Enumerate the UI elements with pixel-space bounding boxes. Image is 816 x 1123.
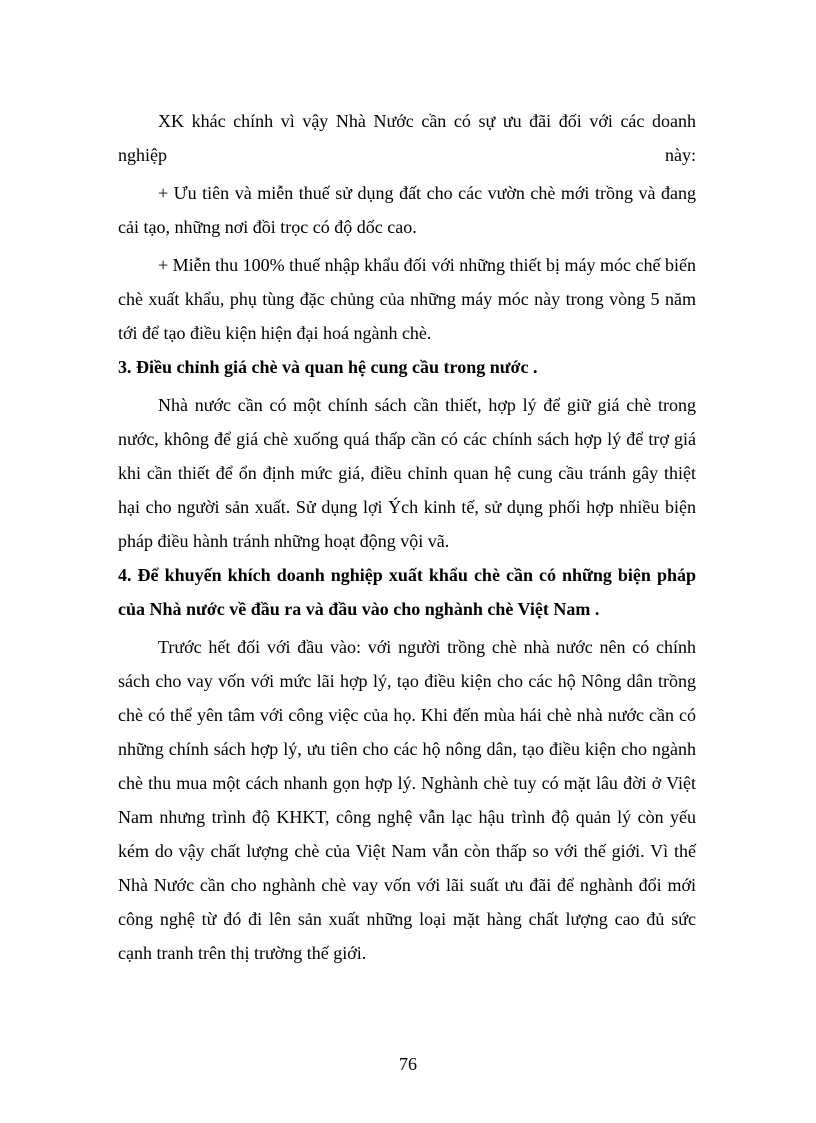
section-heading-3: 3. Điều chỉnh giá chè và quan hệ cung cầu trong nước . bbox=[118, 357, 538, 377]
page-body bbox=[118, 104, 696, 970]
section-heading-4: 4. Để khuyến khích doanh nghiệp xuất khẩu chè cần có những biện pháp của Nhà nước về đầu ra và đầu vào cho nghành chè Việt Nam . bbox=[118, 565, 696, 619]
paragraph-intro: XK khác chính vì vậy Nhà Nước cần có sự ưu đãi đối với các doanh nghiệp này: bbox=[118, 111, 696, 165]
paragraph-bullet-import-tax: + Miễn thu 100% thuế nhập khẩu đối với những thiết bị máy móc chế biến chè xuất khẩu, phụ tùng đặc chủng của những máy móc này trong vòng 5 năm tới để tạo điều kiện hiện đại hoá ngành chè. bbox=[118, 255, 696, 343]
paragraph-input-output-measures: Trước hết đối với đầu vào: với người trồng chè nhà nước nên có chính sách cho vay vốn với mức lãi hợp lý, tạo điều kiện cho các hộ Nông dân trồng chè có thể yên tâm với công việc của họ. Khi đến mùa hái chè nhà nước cần có những chính sách hợp lý, ưu tiên cho các hộ nông dân, tạo điều kiện cho ngành chè thu mua một cách nhanh gọn hợp lý. Nghành chè tuy có mặt lâu đời ở Việt Nam nhưng trình độ KHKT, công nghệ vẫn lạc hậu trình độ quản lý còn yếu kém do vậy chất lượng chè của Việt Nam vẫn còn thấp so với thế giới. Vì thế Nhà Nước cần cho nghành chè vay vốn với lãi suất ưu đãi để nghành đổi mới công nghệ từ đó đi lên sản xuất những loại mặt hàng chất lượng cao đủ sức cạnh tranh trên thị trường thế giới. bbox=[118, 637, 696, 963]
page-number: 76 bbox=[399, 1054, 417, 1074]
paragraph-bullet-land-tax: + Ưu tiên và miễn thuế sử dụng đất cho các vườn chè mới trồng và đang cải tạo, những nơi đồi trọc có độ dốc cao. bbox=[118, 183, 696, 237]
paragraph-price-regulation: Nhà nước cần có một chính sách cần thiết, hợp lý để giữ giá chè trong nước, không để giá chè xuống quá thấp cần có các chính sách hợp lý để trợ giá khi cần thiết để ổn định mức giá, điều chỉnh quan hệ cung cầu tránh gây thiệt hại cho người sản xuất. Sử dụng lợi Ých kinh tế, sử dụng phối hợp nhiều biện pháp điều hành tránh những hoạt động vội vã. bbox=[118, 395, 696, 551]
